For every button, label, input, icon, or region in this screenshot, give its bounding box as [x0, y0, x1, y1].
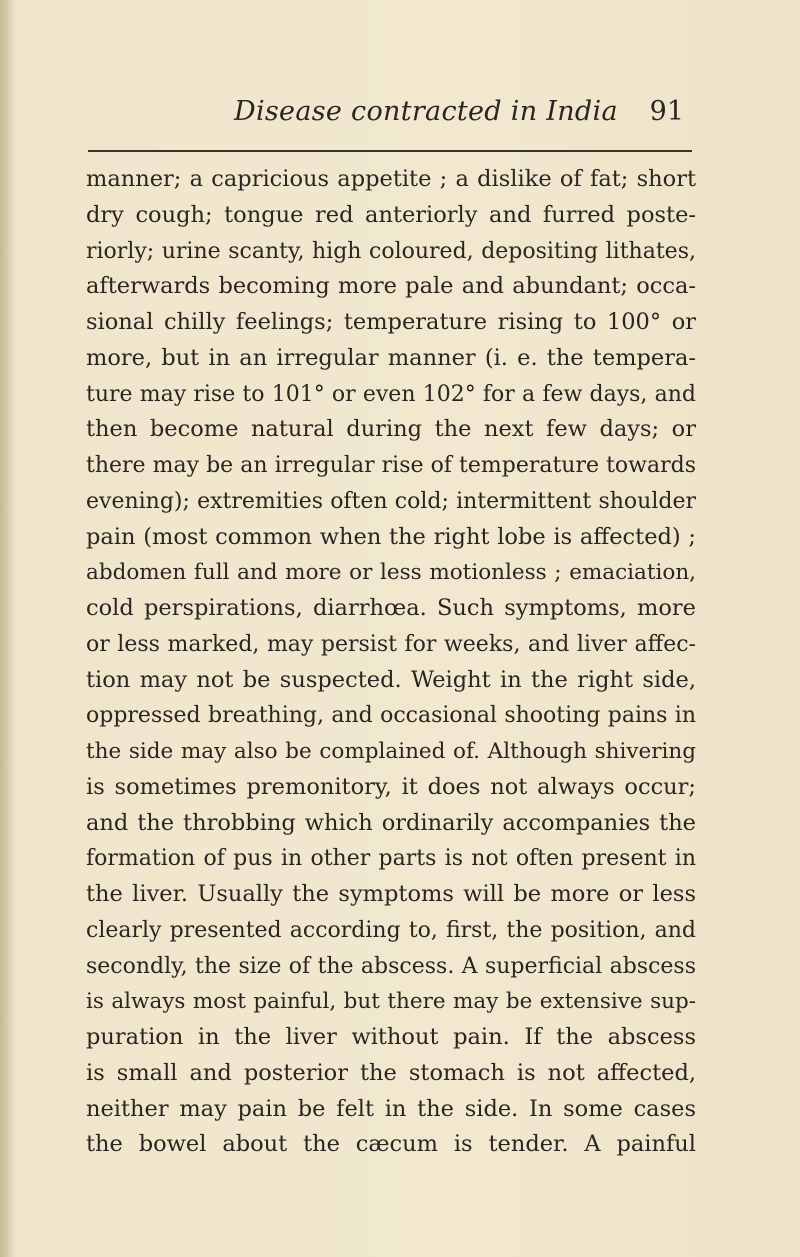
text-line: and the throbbing which ordinarily accompanies the [86, 809, 696, 836]
text-line: is always most painful, but there may be extensive sup- [86, 989, 696, 1015]
page-number: 91 [649, 96, 684, 127]
text-line: neither may pain be felt in the side. In some cases [86, 1095, 696, 1122]
text-line: riorly; urine scanty, high coloured, depositing lithates, [86, 238, 696, 264]
text-line: secondly, the size of the abscess. A superficial abscess [86, 953, 696, 979]
text-line: cold perspirations, diarrhœa. Such symptoms, more [86, 595, 696, 621]
text-line: is sometimes premonitory, it does not always occur; [86, 773, 696, 800]
text-line: evening); extremities often cold; intermittent shoulder [86, 488, 696, 514]
text-line: formation of pus in other parts is not often present in [86, 846, 696, 872]
text-line: dry cough; tongue red anteriorly and furred poste- [86, 201, 696, 228]
page-header [86, 96, 690, 136]
text-line: ture may rise to 101° or even 102° for a few days, and [86, 381, 696, 407]
text-line: tion may not be suspected. Weight in the right side, [86, 666, 696, 693]
text-line: clearly presented according to, first, the position, and [86, 917, 696, 943]
header-rule [88, 150, 692, 152]
text-line: the liver. Usually the symptoms will be more or less [86, 881, 696, 907]
body-text [86, 162, 696, 1163]
text-line: or less marked, may persist for weeks, and liver affec- [86, 631, 696, 657]
text-line: sional chilly feelings; temperature rising to 100° or [86, 309, 696, 335]
text-line: afterwards becoming more pale and abundant; occa- [86, 273, 696, 300]
text-line: pain (most common when the right lobe is affected) ; [86, 523, 696, 550]
text-line: there may be an irregular rise of temperature towards [86, 453, 696, 478]
text-line: abdomen full and more or less motionless ; emaciation, [86, 560, 696, 586]
text-line: manner; a capricious appetite ; a dislike of fat; short [86, 166, 696, 192]
text-line: more, but in an irregular manner (i. e. the tempera- [86, 344, 696, 371]
running-head: Disease contracted in India [234, 96, 618, 127]
text-line: is small and posterior the stomach is not affected, [86, 1059, 696, 1086]
page-gutter-shadow [0, 0, 16, 1257]
text-line: then become natural during the next few days; or [86, 416, 696, 443]
text-line: the bowel about the cæcum is tender. A painful [86, 1131, 696, 1158]
text-line: oppressed breathing, and occasional shooting pains in [86, 703, 696, 729]
text-line: puration in the liver without pain. If the abscess [86, 1024, 696, 1050]
text-line: the side may also be complained of. Although shivering [86, 739, 696, 764]
